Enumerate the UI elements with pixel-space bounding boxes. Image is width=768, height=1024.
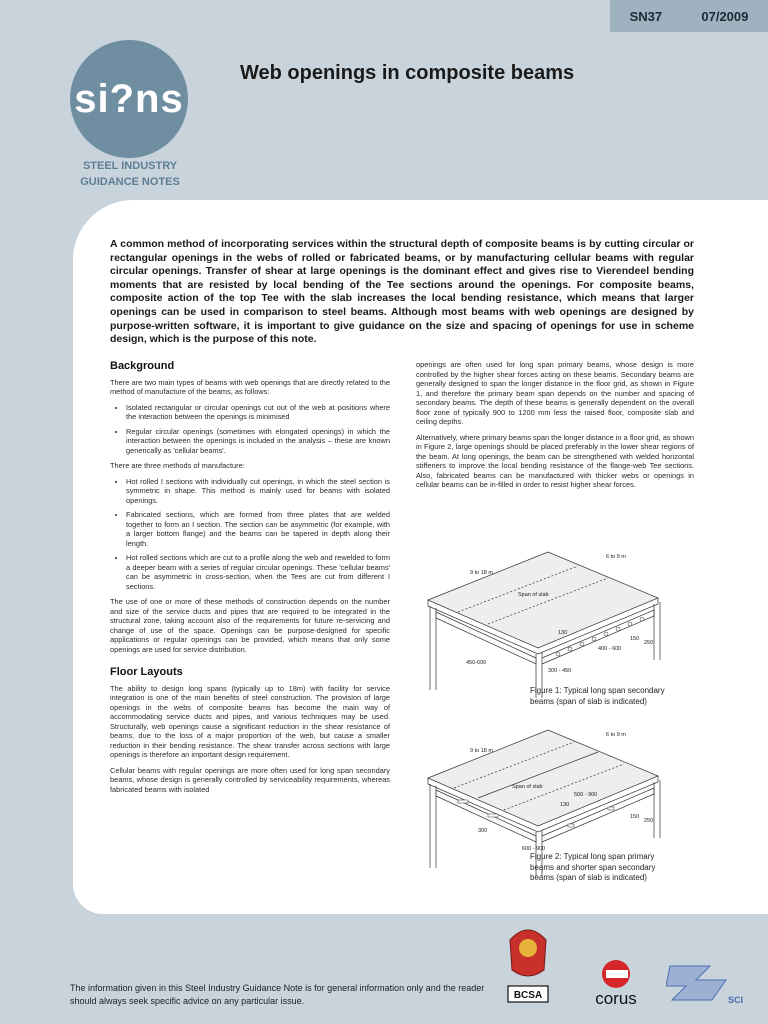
- fig1-dim-450-600: 450-600: [466, 660, 487, 666]
- figure-2-caption-line2: beams and shorter span secondary: [530, 862, 656, 872]
- list-item: • Hot rolled I sections with individually cut openings, in which the steel section is symmetric in shape. This method is mainly used for beams with isolated openings.: [126, 477, 390, 506]
- right-p1: openings are often used for long span primary beams, whose design is more controlled by the higher shear forces acting on these beams. Secondary beams are generally designed to span the longer distance in the floor grid, as shown in Figure 1, and therefore the primary beam span depends on the number and spacing of secondary beams. The depth of these beams is generally dependent on the overall floor zone of typically 900 to 1200 mm less the raised floor, composite slab and ceiling depths.: [416, 360, 694, 426]
- page-title: Web openings in composite beams: [240, 62, 575, 84]
- background-list-1: [110, 403, 390, 456]
- corus-logo: [584, 958, 656, 1008]
- figure-1-caption: [530, 686, 665, 707]
- signs-logo: [70, 40, 188, 158]
- floor-layouts-p1: The ability to design long spans (typically up to 18m) with facility for service integration is one of the main benefits of steel construction. The provision of large openings in the webs of composite beams has become the main way of accommodating service ducts and pipes, and various techniques may be used. Structurally, web openings cause a significant reduction in the shear resistance of beams, due to the loss of a major proportion of the web, but cause a smaller reduction in their bending resistance. The shear transfer across sections with large openings is therefore an important design requirement.: [110, 683, 390, 759]
- logo-subtitle-line1: STEEL INDUSTRY: [82, 160, 178, 172]
- fig2-dim-500-900: 500 - 900: [574, 792, 598, 798]
- logo-text: si?ns: [74, 76, 184, 121]
- fig1-slab-span: Span of slab: [518, 592, 549, 598]
- fig2-slab-span: Span of slab: [512, 784, 543, 790]
- list-item: • Regular circular openings (sometimes with elongated openings) in which the interaction between the openings is included in the analysis – these are known generically as 'cellular beams'.: [126, 427, 390, 456]
- note-code: SN37: [629, 8, 663, 24]
- intro-paragraph: A common method of incorporating services within the structural depth of composite beams is by cutting circular or rectangular openings in the webs of rolled or fabricated beams, or by manufacturing cellular beams with regular circular openings. Transfer of shear at large openings is the dominant effect and gives rise to Vierendeel bending moments that are resisted by local bending of the Tee sections around the openings. For composite beams, composite action of the top Tee with the slab increases the local bending resistance, which means that larger openings can be used in comparison to steel beams. Although most beams with web openings are designed by purpose-written software, it is important to give guidance on the size and spacing of openings for use in scheme design, which is the purpose of this note.: [110, 238, 694, 346]
- fig1-span-long: 9 to 18 m: [470, 570, 493, 576]
- fig1-dim-300-450: 300 - 450: [548, 668, 572, 674]
- list-item: • Fabricated sections, which are formed from three plates that are welded together to form an I section. The section can be asymmetric (for example, with a larger bottom flange) and the beams can be tapered in depth along their length.: [126, 510, 390, 548]
- fig2-dim-600-900: 600 - 900: [522, 846, 546, 852]
- figure-2-caption-line3: beams (span of slab is indicated): [530, 873, 647, 882]
- logo-subtitle: [60, 158, 200, 190]
- right-p2: Alternatively, where primary beams span the longer distance in a floor grid, as shown in Figure 2, large openings should be placed preferably in the lower shear regions of the beam. At long openings, the beam can be strengthened with welded horizontal stiffeners to improve the local bending resistance of the flange-web Tee sections. Also, fabricated beams can be manufactured with thicker webs or openings in cellular beams can be in-filled in order to resist higher shear forces.: [416, 432, 694, 489]
- right-column: [416, 360, 694, 496]
- fig2-dim-300: 300: [478, 828, 488, 834]
- background-heading: Background: [110, 360, 175, 372]
- left-column: [110, 362, 390, 800]
- figure-2-caption-line1: Figure 2: Typical long span primary: [530, 852, 655, 861]
- sci-logo: [666, 958, 746, 1008]
- note-date: 07/2009: [701, 8, 749, 24]
- background-p2: There are three methods of manufacture:: [110, 461, 245, 470]
- figure-2-caption: [530, 852, 655, 884]
- fig2-dim-250: 250: [644, 818, 654, 824]
- corus-text: corus: [595, 989, 637, 1008]
- fig1-span-short: 6 to 9 m: [606, 554, 626, 560]
- fig1-dim-400-600: 400 - 600: [598, 646, 622, 652]
- bcsa-text: BCSA: [513, 990, 543, 1001]
- background-p1: There are two main types of beams with web openings that are directly related to the method of manufacture of the beams, as follows:: [110, 377, 390, 396]
- figure-1-drawing: [418, 540, 668, 700]
- list-item: • Isolated rectangular or circular openings cut out of the web at positions where the interaction between the openings is minimised: [126, 403, 390, 422]
- fig1-dim-150: 150: [630, 636, 640, 642]
- fig2-span-short: 6 to 9 m: [606, 732, 626, 738]
- bcsa-logo: [500, 920, 556, 1010]
- fig2-dim-150: 150: [630, 814, 640, 820]
- fig1-dim-250: 250: [644, 640, 654, 646]
- header-tab: [610, 0, 768, 32]
- figure-1-caption-line2: beams (span of slab is indicated): [530, 696, 647, 706]
- fig2-dim-130: 130: [560, 802, 570, 808]
- fig1-dim-130: 130: [558, 630, 568, 636]
- background-list-2: [110, 477, 390, 592]
- list-item: • Hot rolled sections which are cut to a profile along the web and rewelded to form a deeper beam with a series of regular circular openings. These 'cellular beams' can be asymmetric in cross-section, when the Tees are cut from different I sections.: [126, 553, 390, 591]
- floor-layouts-heading: Floor Layouts: [110, 666, 183, 678]
- figure-1-caption-line1: Figure 1: Typical long span secondary: [530, 686, 665, 695]
- logo-subtitle-line2: GUIDANCE NOTES: [80, 176, 180, 188]
- background-p3: The use of one or more of these methods of construction depends on the number and size of the service ducts and pipes that are required to be integrated in the structural zone, taking account also of the requirements for future re-servicing and change of use of the space. Openings can be purpose-designed for specific applications or regular openings can be provided, which means that only some openings are used for service distribution.: [110, 597, 390, 654]
- fig2-span-long: 9 to 18 m: [470, 748, 493, 754]
- floor-layouts-p2: Cellular beams with regular openings are more often used for long span secondary beams, whose design is generally controlled by serviceability requirements, whereas fabricated beams with isolated: [110, 765, 390, 794]
- sci-text: SCI: [728, 995, 744, 1005]
- footer-disclaimer: The information given in this Steel Industry Guidance Note is for general information only and the reader should always seek specific advice on any particular issue.: [70, 983, 485, 1006]
